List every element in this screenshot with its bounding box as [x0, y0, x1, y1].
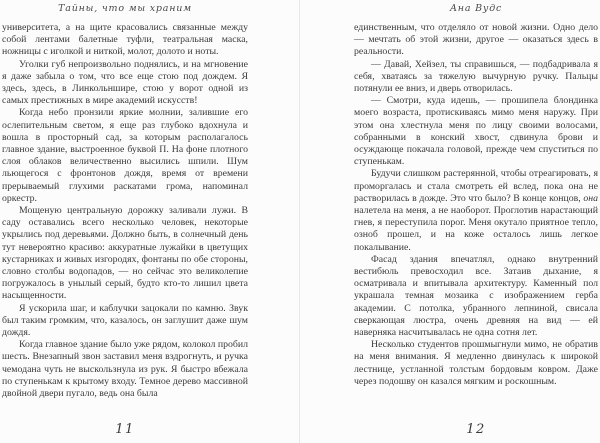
paragraph: Несколько студентов прошмыгнули мимо, не обратив на меня внимания. Я медленно двинулась к широкой лестнице, устланной толстым бордовым ковром. Даже через подошву он казался мягким и роскошным.: [354, 339, 598, 387]
paragraph-text: налетела на меня, а не наоборот. Проглотив нарастающий гнев, я переступила порог. Меня окутало приятное тепло, озноб прошел, и на коже осталось лишь легкое покалывание.: [354, 205, 598, 253]
paragraph: — Смотри, куда идешь, — прошипела блондинка моего возраста, протискиваясь мимо меня наружу. При этом она хлестнула меня по лицу своими волосами, собранными в конский хвост, сдвинула брови и осуждающе покачала головой, прежде чем спуститься по ступенькам.: [354, 95, 598, 168]
paragraph: Когда небо пронзили яркие молнии, залившие его ослепительным светом, я еще раз глубоко вдохнула и вошла в просторный сад, за которым располагалось главное здание, выстроенное буквой П. На фоне плотного слоя облаков величественно высились шпили. Шум льющегося с фронтонов дождя, время от времени прерываемый глухими раскатами грома, напоминал оркестр.: [2, 107, 248, 204]
paragraph: [354, 168, 598, 253]
emphasized-word: она: [583, 192, 598, 204]
paragraph: — Давай, Хейзел, ты справишься, — подбадривала я себя, хватаясь за тяжелую вычурную ручку. Пальцы потянули ее вниз, и дверь отворилась.: [354, 58, 598, 95]
paragraph: Уголки губ непроизвольно поднялись, и на мгновение я даже забыла о том, что все еще стою под дождем. Я здесь, здесь, в Линкольншире, стою у ворот одной из самых престижных в мире академий искусств!: [2, 58, 248, 107]
running-head-book-title: Тайны, что мы храним: [58, 3, 192, 14]
page-number-right: 12: [466, 422, 486, 437]
paragraph: Я ускорила шаг, и каблучки зацокали по камню. Звук был таким громким, что, казалось, он заглушит даже шум дождя.: [2, 302, 248, 339]
paragraph: университета, а на щите красовались связанные между собой лентами балетные туфли, театральная маска, ножницы с иголкой и ниткой, молот, долото и ноты.: [2, 22, 248, 58]
paragraph-text: Будучи слишком растерянной, чтобы отреагировать, я проморгалась и стала смотреть ей вслед, пока она не растворилась в дожде. Это что было? В конце концов,: [354, 168, 598, 204]
paragraph: Мощеную центральную дорожку заливали лужи. В саду оставались всего несколько человек, некоторые укрылись под деревьями. Должно быть, в солнечный день тут невероятно красиво: аккуратные лужайки в цветущих кустарниках и живых изгородях, фонтаны по обе стороны, словно столбы водопадов, — но сейчас это великолепие погружалось в унылый серый, будто кто-то лишил цвета насыщенности.: [2, 205, 248, 302]
page-number-left: 11: [115, 422, 135, 437]
page-gutter-divider: [299, 0, 300, 443]
page-body-right: [354, 22, 598, 388]
running-head-author-name: Ана Вудс: [449, 3, 503, 14]
paragraph: единственным, что отделяло от новой жизни. Одно дело — мечтать об этой жизни, другое — оказаться здесь в реальности.: [354, 22, 598, 58]
paragraph: Фасад здания впечатлял, однако внутренний вестибюль превосходил все. Затаив дыхание, я осматривала и впитывала архитектуру. Каменный пол украшала темная мозаика с изображением герба академии. С потолка, убранного лепниной, свисала сверкающая люстра, очень древняя на вид — ей наверняка насчитывалась не одна сотня лет.: [354, 253, 598, 339]
paragraph: Когда главное здание было уже рядом, колокол пробил шесть. Внезапный звон заставил меня вздрогнуть, и ручка чемодана чуть не выскользнула из рук. Я быстро вбежала по ступенькам к крытому входу. Темное дерево массивной двойной двери пугало, ведь она была: [2, 339, 248, 400]
page-body-left: [2, 22, 248, 400]
